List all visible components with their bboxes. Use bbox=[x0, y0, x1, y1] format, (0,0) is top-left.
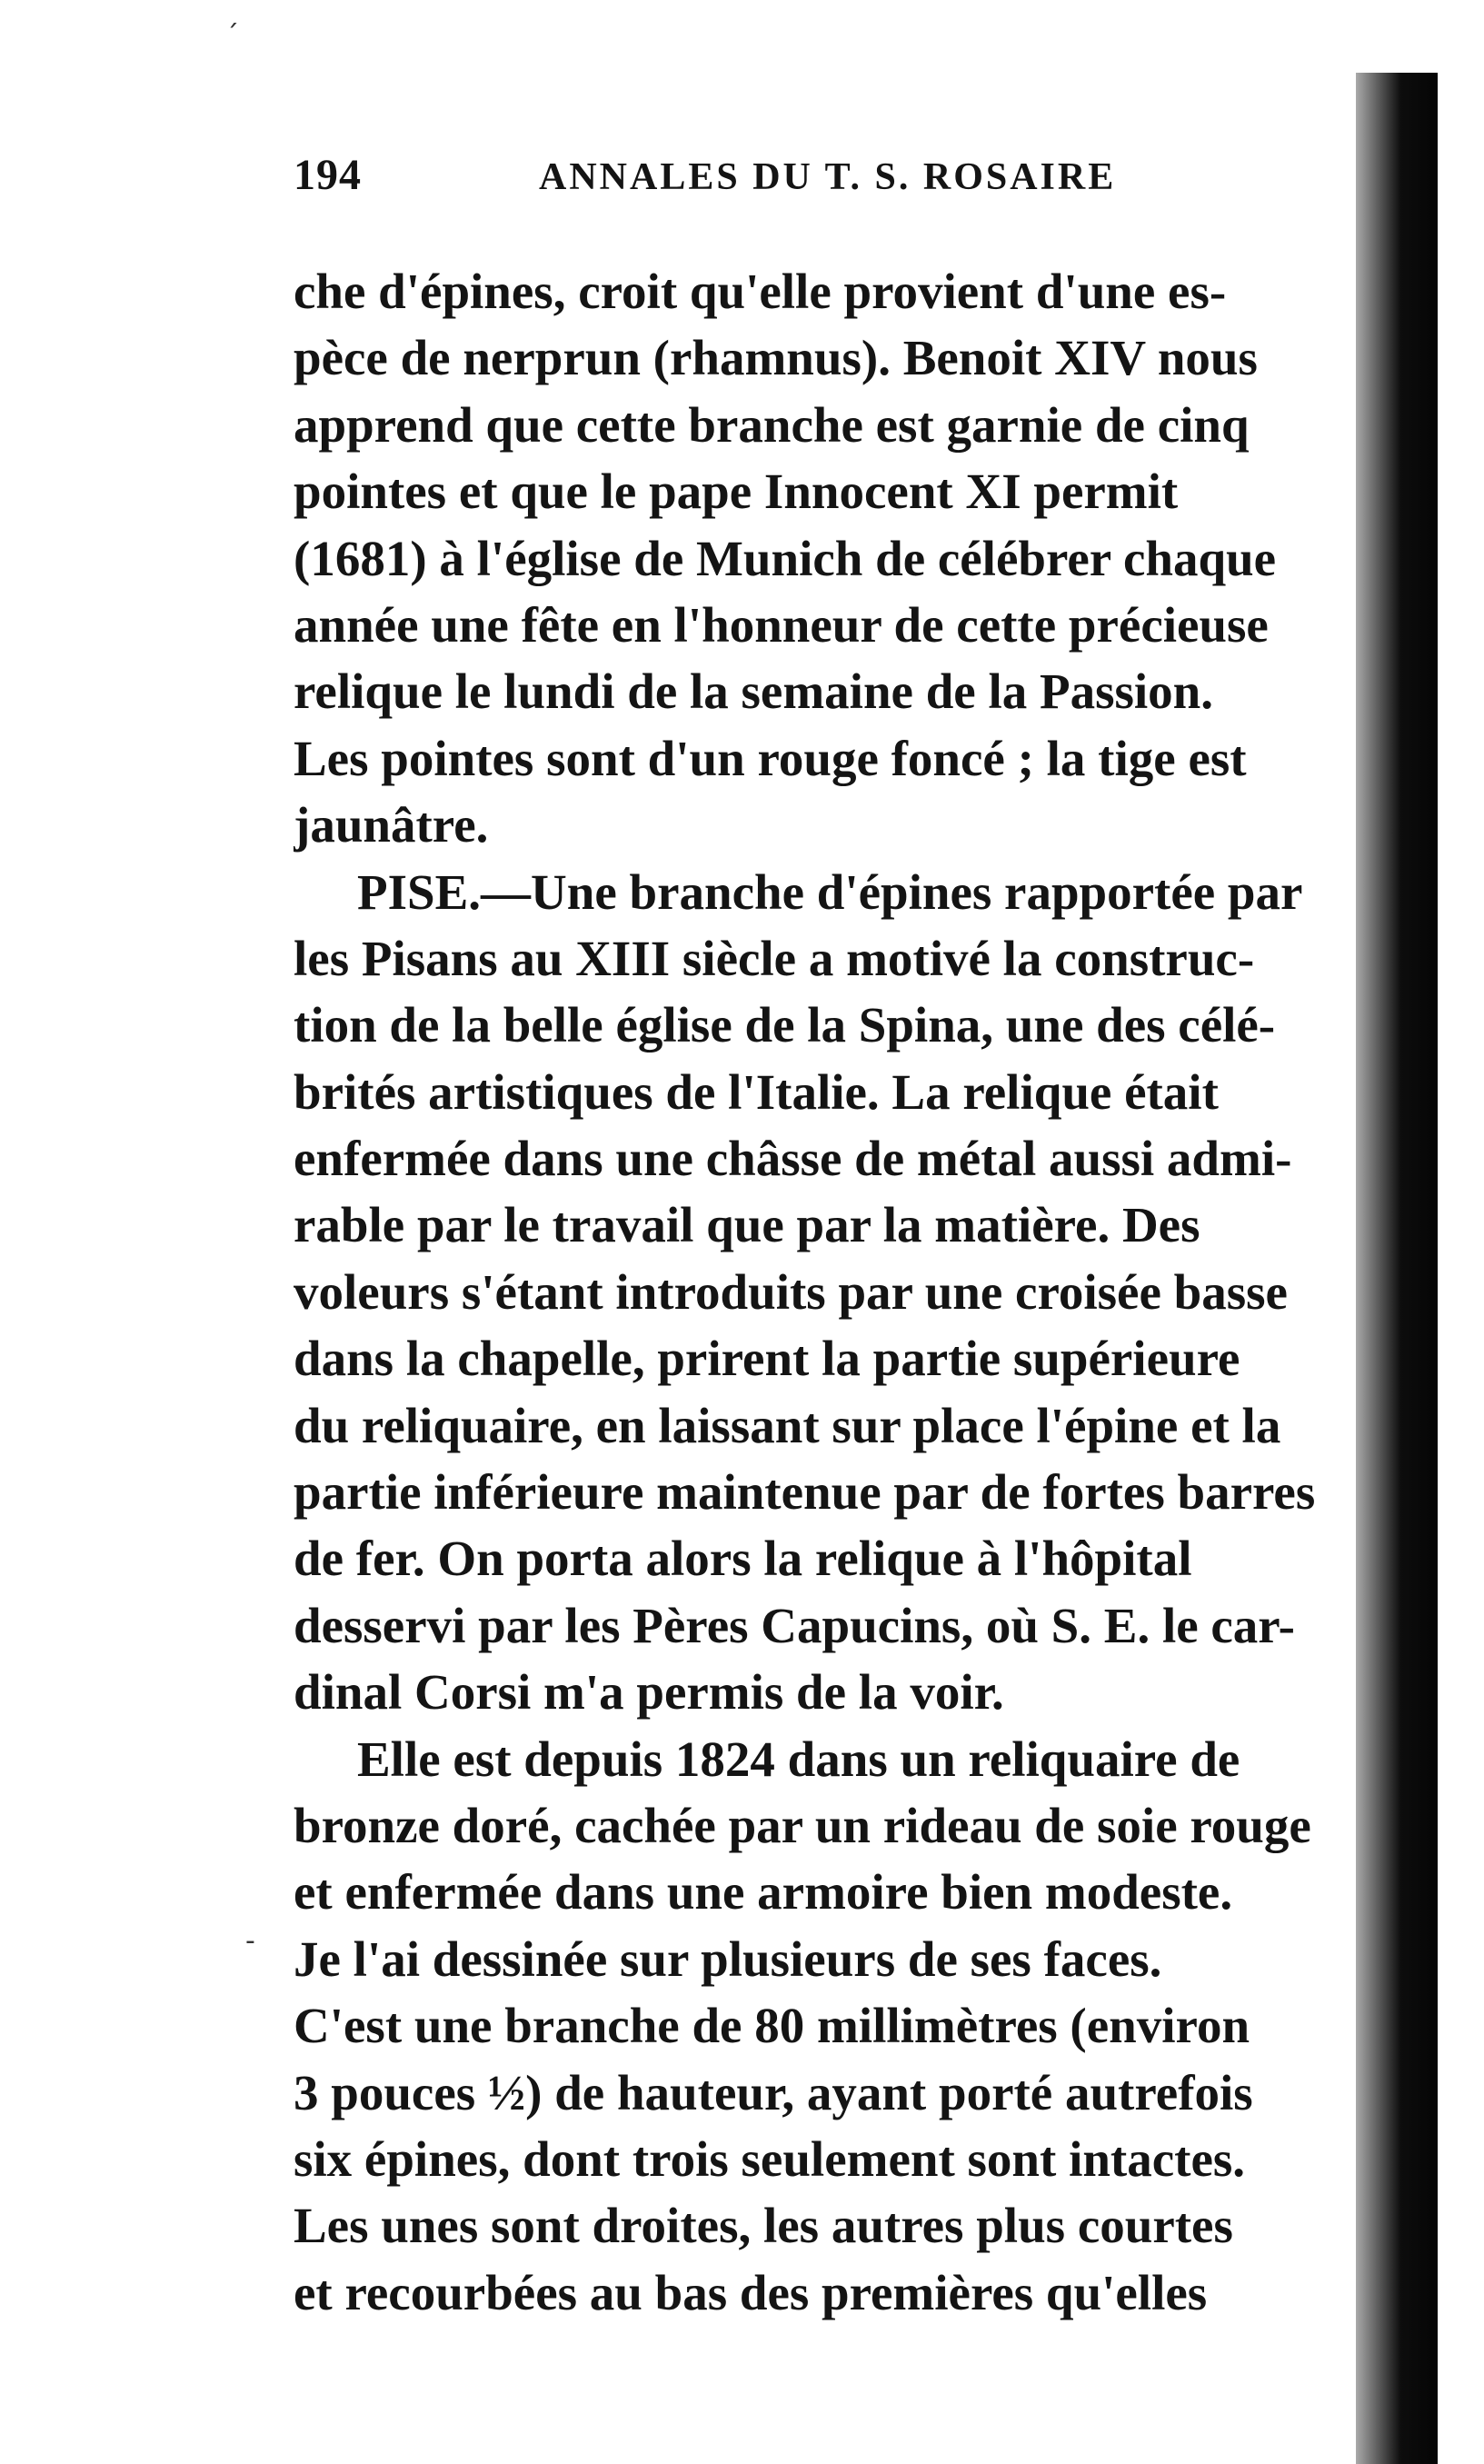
text-line: (1681) à l'église de Munich de célébrer chaque bbox=[294, 530, 1277, 586]
text-line: dans la chapelle, prirent la partie supérieure bbox=[294, 1331, 1240, 1387]
text-line: de fer. On porta alors la relique à l'hôpital bbox=[294, 1531, 1192, 1587]
text-line: six épines, dont trois seulement sont intactes. bbox=[294, 2130, 1246, 2187]
running-head: ANNALES DU T. S. ROSAIRE bbox=[539, 156, 1117, 198]
text-line: Elle est depuis 1824 dans un reliquaire de bbox=[357, 1731, 1240, 1787]
text-line: du reliquaire, en laissant sur place l'épine et la bbox=[294, 1397, 1281, 1453]
page-header bbox=[294, 150, 1248, 214]
text-line: relique le lundi de la semaine de la Passion. bbox=[294, 663, 1213, 720]
text-line: partie inférieure maintenue par de fortes barres bbox=[294, 1464, 1316, 1521]
text-line: année une fête en l'honneur de cette précieuse bbox=[294, 596, 1269, 653]
text-line: voleurs s'étant introduits par une croisée basse bbox=[294, 1263, 1288, 1320]
stray-mark: ˊ bbox=[225, 20, 239, 52]
text-line: C'est une branche de 80 millimètres (environ bbox=[294, 1998, 1250, 2054]
text-line: Je l'ai dessinée sur plusieurs de ses faces. bbox=[294, 1930, 1162, 1987]
text-line: dinal Corsi m'a permis de la voir. bbox=[294, 1664, 1004, 1721]
text-line: les Pisans au XIII siècle a motivé la construc- bbox=[294, 930, 1255, 986]
text-line: enfermée dans une châsse de métal aussi admi- bbox=[294, 1131, 1292, 1187]
text-line: tion de la belle église de la Spina, une des célé- bbox=[294, 997, 1276, 1053]
text-line: jaunâtre. bbox=[294, 797, 489, 853]
body-text bbox=[294, 258, 1448, 2326]
stray-mark: - bbox=[245, 1925, 255, 1957]
text-line: bronze doré, cachée par un rideau de soie rouge bbox=[294, 1797, 1311, 1853]
binding-shadow bbox=[1356, 73, 1438, 2464]
text-line: rable par le travail que par la matière. Des bbox=[294, 1197, 1200, 1253]
page-number: 194 bbox=[294, 151, 362, 199]
text-line: et enfermée dans une armoire bien modeste. bbox=[294, 1864, 1233, 1920]
text-line: pointes et que le pape Innocent XI permit bbox=[294, 464, 1179, 520]
text-line: desservi par les Pères Capucins, où S. E. le car- bbox=[294, 1597, 1295, 1653]
text-line: che d'épines, croit qu'elle provient d'une es- bbox=[294, 264, 1227, 319]
text-line: Les unes sont droites, les autres plus courtes bbox=[294, 2198, 1233, 2254]
text-line: Les pointes sont d'un rouge foncé ; la tige est bbox=[294, 730, 1247, 786]
text-line: pèce de nerprun (rhamnus). Benoit XIV nous bbox=[294, 330, 1258, 386]
text-line: brités artistiques de l'Italie. La relique était bbox=[294, 1063, 1219, 1120]
text-line: apprend que cette branche est garnie de cinq bbox=[294, 396, 1250, 453]
text-line: et recourbées au bas des premières qu'elles bbox=[294, 2264, 1208, 2320]
text-line: PISE.—Une branche d'épines rapportée par bbox=[357, 863, 1303, 920]
text-line: 3 pouces ½) de hauteur, ayant porté autrefois bbox=[294, 2064, 1253, 2120]
